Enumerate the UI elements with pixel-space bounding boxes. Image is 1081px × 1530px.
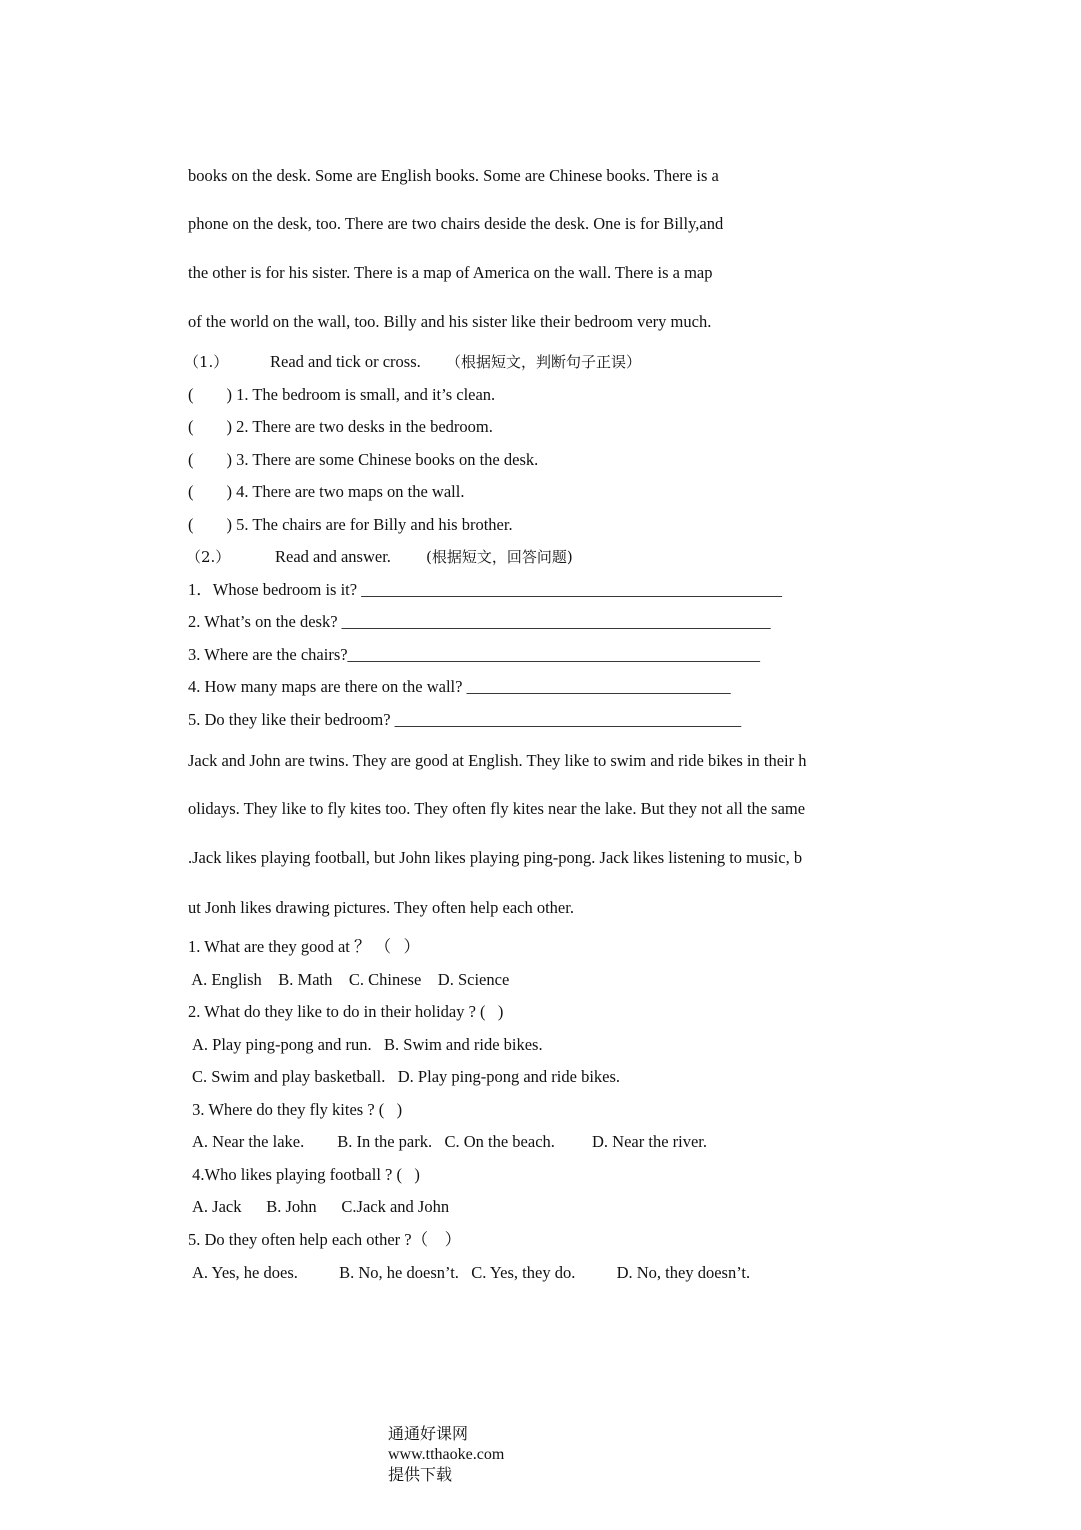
answer-question: 1．Whose bedroom is it? ___________________________________________________: [188, 580, 782, 599]
answer-question: 3. Where are the chairs?__________________________________________________: [188, 645, 761, 664]
page-footer: [380, 1404, 504, 1486]
mc-options: A. Jack B. John C.Jack and John: [192, 1197, 450, 1216]
part1-number: （1.）: [184, 353, 229, 371]
part2-title: Read and answer.: [275, 547, 391, 566]
true-false-item: ( ) 3. There are some Chinese books on the desk.: [188, 450, 539, 469]
mc-question: 4.Who likes playing football ? ( ): [188, 1165, 420, 1184]
true-false-item: ( ) 4. There are two maps on the wall.: [188, 482, 465, 501]
passage2-line: ut Jonh likes drawing pictures. They often help each other.: [188, 898, 574, 917]
mc-options: A. Near the lake. B. In the park. C. On the beach. D. Near the river.: [192, 1132, 708, 1151]
passage2-line: .Jack likes playing football, but John likes playing ping-pong. Jack likes listening to music, b: [188, 848, 803, 867]
mc-options: A. Play ping-pong and run. B. Swim and ride bikes.: [192, 1035, 543, 1054]
true-false-item: ( ) 2. There are two desks in the bedroom.: [188, 417, 493, 436]
mc-options: A. Yes, he does. B. No, he doesn’t. C. Yes, they do. D. No, they doesn’t.: [192, 1263, 751, 1282]
part2-note: (根据短文，回答问题): [426, 548, 573, 566]
answer-question: 4. How many maps are there on the wall? ________________________________: [188, 677, 731, 696]
part2-number: （2.）: [186, 548, 231, 566]
passage1-line: phone on the desk, too. There are two chairs deside the desk. One is for Billy,and: [188, 214, 724, 233]
mc-question: 3. Where do they fly kites ? ( ): [188, 1100, 403, 1119]
passage2-line: olidays. They like to fly kites too. They often fly kites near the lake. But they not all the same: [188, 799, 806, 818]
passage2-line: Jack and John are twins. They are good at English. They like to swim and ride bikes in their h: [188, 751, 807, 770]
passage1-line: books on the desk. Some are English books. Some are Chinese books. There is a: [188, 166, 719, 185]
answer-question: 2. What’s on the desk? ____________________________________________________: [188, 612, 771, 631]
footer-site-name: 通通好课网: [388, 1424, 469, 1443]
part1-title: Read and tick or cross.: [270, 352, 421, 371]
footer-url[interactable]: www.tthaoke.com: [388, 1446, 505, 1463]
passage1-line: the other is for his sister. There is a map of America on the wall. There is a map: [188, 263, 713, 282]
footer-tail: 提供下载: [388, 1465, 453, 1484]
mc-question: 1. What are they good at ？ （ ）: [188, 937, 421, 956]
mc-options: C. Swim and play basketball. D. Play ping-pong and ride bikes.: [192, 1067, 621, 1086]
mc-question: 2. What do they like to do in their holiday ? ( ): [188, 1002, 504, 1021]
true-false-item: ( ) 5. The chairs are for Billy and his brother.: [188, 515, 513, 534]
mc-question: 5. Do they often help each other ?（ ）: [188, 1230, 462, 1249]
answer-question: 5. Do they like their bedroom? __________________________________________: [188, 710, 742, 729]
mc-options: A. English B. Math C. Chinese D. Science: [188, 970, 510, 989]
passage1-line: of the world on the wall, too. Billy and his sister like their bedroom very much.: [188, 312, 712, 331]
true-false-item: ( ) 1. The bedroom is small, and it’s clean.: [188, 385, 496, 404]
part1-note: （根据短文，判断句子正误）: [446, 353, 642, 371]
